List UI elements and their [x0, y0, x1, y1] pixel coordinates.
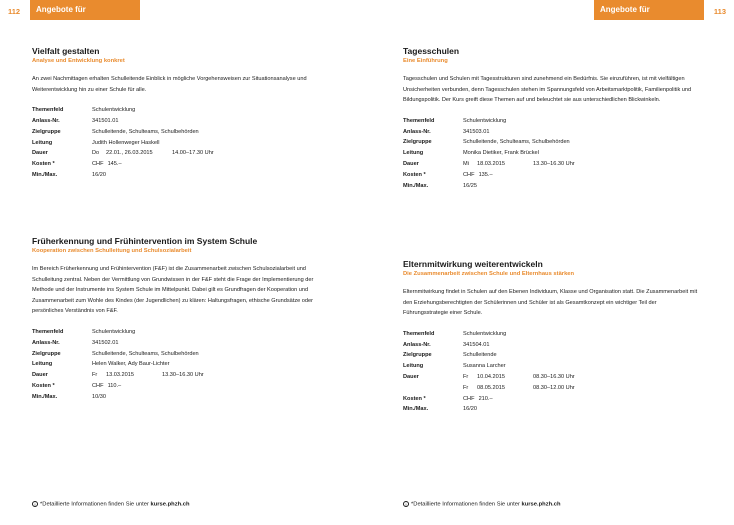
course-section	[403, 46, 703, 191]
row-themenfeld	[32, 327, 332, 338]
label-kosten: Kosten *	[403, 171, 426, 178]
dauer-time: 14.00–17.30 Uhr	[172, 150, 214, 157]
course-description: An zwei Nachmittagen erhalten Schulleitende Einblick in mögliche Vorgehensweisen zur Situationsanalyse und Weiterentwicklung hin zu einer Schule für alle.	[32, 76, 307, 93]
label-dauer: Dauer	[32, 150, 48, 157]
dauer-date: 22.01., 26.03.2015	[106, 150, 153, 157]
value-zielgruppe: Schulleitende, Schulteams, Schulbehörden	[92, 350, 199, 357]
row-zielgruppe	[403, 137, 703, 148]
value-leitung: Judith Hollenweger Haskell	[92, 139, 160, 146]
row-dauer	[32, 148, 332, 159]
label-minmax: Min./Max.	[403, 406, 429, 413]
kosten-amount: 135.–	[478, 171, 493, 178]
course-subtitle: Analyse und Entwicklung konkret	[32, 58, 125, 64]
value-minmax: 16/25	[463, 182, 477, 189]
value-minmax: 16/20	[92, 171, 106, 178]
row-themenfeld	[403, 329, 703, 340]
course-subtitle: Kooperation zwischen Schulleitung und Schulsozialarbeit	[32, 248, 192, 254]
row-minmax	[403, 404, 703, 415]
row-zielgruppe	[32, 127, 332, 138]
value-themenfeld: Schulentwicklung	[463, 330, 507, 337]
course-description: Im Bereich Früherkennung und Frühintervention (F&F) ist die Zusammenarbeit zwischen Schulsozialarbeit und Schulleitung zentral. Neben der Vermittlung von Grundwissen in der F&F steht die Frage der Implementierung der Methode und der Instrumente ins System Schule im Mittelpunkt. Dabei gilt es Grundfragen der Kooperation und Zusammenarbeit zum Wohle des Kindes (der Jugendlichen) zu klären: Haltungsfragen, ethische Grundsätze oder persönliches Verständnis von F&F.	[32, 266, 314, 315]
value-zielgruppe: Schulleitende, Schulteams, Schulbehörden	[463, 139, 570, 146]
value-leitung: Helen Walker, Ady Baur-Lichter	[92, 361, 170, 368]
row-kosten	[32, 381, 332, 392]
kosten-amount: 110.–	[107, 382, 122, 389]
label-leitung: Leitung	[32, 139, 53, 146]
label-empty	[403, 383, 463, 394]
header-tab: Angebote für Schulleitende	[30, 0, 140, 20]
kosten-currency: CHF	[92, 161, 104, 168]
row-zielgruppe	[32, 349, 332, 360]
footer-note	[32, 501, 190, 508]
dauer-date: 08.05.2015	[477, 384, 505, 391]
info-icon: i	[403, 501, 409, 507]
value-dauer	[463, 383, 703, 394]
course-subtitle: Eine Einführung	[403, 58, 448, 64]
value-themenfeld: Schulentwicklung	[92, 328, 136, 335]
kosten-currency: CHF	[463, 395, 475, 402]
row-dauer-2	[403, 383, 703, 394]
dauer-day: Do	[92, 150, 100, 157]
value-kosten	[463, 170, 703, 181]
row-minmax	[32, 392, 332, 403]
label-leitung: Leitung	[32, 361, 53, 368]
course-subtitle: Die Zusammenarbeit zwischen Schule und Elternhaus stärken	[403, 271, 575, 277]
row-anlass	[32, 116, 332, 127]
kosten-amount: 210.–	[478, 395, 493, 402]
value-dauer	[92, 148, 332, 159]
value-anlass: 341501.01	[92, 117, 119, 124]
label-themenfeld: Themenfeld	[32, 328, 64, 335]
label-kosten: Kosten *	[403, 395, 426, 402]
dauer-date: 10.04.2015	[477, 373, 505, 380]
footer-text: *Detaillierte Informationen finden Sie unter	[40, 501, 151, 508]
row-zielgruppe	[403, 350, 703, 361]
label-minmax: Min./Max.	[32, 171, 58, 178]
course-title: Elternmitwirkung weiterentwickeln	[403, 259, 543, 269]
label-kosten: Kosten *	[32, 382, 55, 389]
dauer-time: 08.30–16.30 Uhr	[533, 373, 575, 380]
dauer-day: Mi	[463, 160, 469, 167]
label-dauer: Dauer	[403, 160, 419, 167]
row-kosten	[32, 159, 332, 170]
right-page	[367, 0, 734, 525]
value-dauer	[92, 370, 332, 381]
footer-link[interactable]: kurse.phzh.ch	[150, 501, 190, 508]
course-title: Vielfalt gestalten	[32, 46, 100, 56]
value-leitung: Susanna Larcher	[463, 363, 506, 370]
row-minmax	[403, 181, 703, 192]
kosten-amount: 145.–	[107, 161, 122, 168]
row-dauer	[403, 159, 703, 170]
dauer-time: 08.30–12.00 Uhr	[533, 384, 575, 391]
course-title: Tagesschulen	[403, 46, 460, 56]
label-minmax: Min./Max.	[403, 182, 429, 189]
footer-link[interactable]: kurse.phzh.ch	[521, 501, 561, 508]
course-description: Tagesschulen und Schulen mit Tagesstrukturen sind zunehmend ein Bedürfnis. Sie einzuführen, ist mit vielfältigen Unsicherheiten verbunden, denn Tagesschulen stehen im Spannungsfeld von Arbeitsmarktpolitik, Familienpolitik und Bildungspolitik. Der Kurs greift diese Themen auf und beleuchtet sie aus unterschiedlichen Blickwinkeln.	[403, 76, 692, 104]
header-tab: Angebote für Schulleitende	[594, 0, 704, 20]
label-minmax: Min./Max.	[32, 393, 58, 400]
course-description: Elternmitwirkung findet in Schulen auf den Ebenen Individuum, Klasse und Organisation statt. Die Zusammenarbeit mit den Erziehungsberechtigten der Schülerinnen und Schüler ist als Gesamtkonzept ein wichtiger Teil der Führungsstrategie einer Schule.	[403, 289, 698, 317]
row-themenfeld	[32, 105, 332, 116]
footer-text: *Detaillierte Informationen finden Sie unter	[411, 501, 522, 508]
label-zielgruppe: Zielgruppe	[32, 350, 61, 357]
course-title: Früherkennung und Frühintervention im System Schule	[32, 236, 258, 246]
value-kosten	[92, 159, 332, 170]
value-dauer	[463, 372, 703, 383]
dauer-date: 13.03.2015	[106, 372, 134, 379]
dauer-day: Fr	[463, 373, 469, 380]
info-icon: i	[32, 501, 38, 507]
label-leitung: Leitung	[403, 150, 424, 157]
row-leitung	[32, 138, 332, 149]
value-minmax: 10/30	[92, 393, 106, 400]
label-anlass: Anlass-Nr.	[403, 128, 431, 135]
label-anlass: Anlass-Nr.	[32, 339, 60, 346]
kosten-currency: CHF	[92, 382, 104, 389]
label-zielgruppe: Zielgruppe	[403, 352, 432, 359]
label-dauer: Dauer	[403, 373, 419, 380]
kosten-currency: CHF	[463, 171, 475, 178]
value-kosten	[463, 394, 703, 405]
row-anlass	[32, 338, 332, 349]
footer-note	[403, 501, 561, 508]
label-leitung: Leitung	[403, 363, 424, 370]
value-themenfeld: Schulentwicklung	[463, 117, 507, 124]
row-leitung	[32, 359, 332, 370]
dauer-time: 13.30–16.30 Uhr	[533, 160, 575, 167]
label-themenfeld: Themenfeld	[32, 107, 64, 114]
row-anlass	[403, 340, 703, 351]
course-section	[32, 46, 332, 181]
value-anlass: 341504.01	[463, 341, 490, 348]
value-leitung: Monika Dietiker, Frank Brückel	[463, 150, 539, 157]
value-zielgruppe: Schulleitende, Schulteams, Schulbehörden	[92, 128, 199, 135]
course-section	[32, 236, 332, 403]
label-anlass: Anlass-Nr.	[32, 117, 60, 124]
row-kosten	[403, 170, 703, 181]
course-section	[403, 259, 703, 415]
label-zielgruppe: Zielgruppe	[403, 139, 432, 146]
dauer-day: Fr	[92, 372, 98, 379]
value-minmax: 16/20	[463, 406, 477, 413]
row-dauer	[403, 372, 703, 383]
label-zielgruppe: Zielgruppe	[32, 128, 61, 135]
dauer-time: 13.30–16.30 Uhr	[162, 372, 204, 379]
label-kosten: Kosten *	[32, 161, 55, 168]
row-leitung	[403, 361, 703, 372]
row-themenfeld	[403, 116, 703, 127]
value-zielgruppe: Schulleitende	[463, 352, 497, 359]
row-leitung	[403, 148, 703, 159]
value-anlass: 341502.01	[92, 339, 119, 346]
row-kosten	[403, 394, 703, 405]
label-dauer: Dauer	[32, 372, 48, 379]
row-minmax	[32, 170, 332, 181]
label-themenfeld: Themenfeld	[403, 117, 435, 124]
row-anlass	[403, 127, 703, 138]
value-themenfeld: Schulentwicklung	[92, 107, 136, 114]
page-number: 113	[713, 7, 726, 16]
label-anlass: Anlass-Nr.	[403, 341, 431, 348]
label-themenfeld: Themenfeld	[403, 330, 435, 337]
value-kosten	[92, 381, 332, 392]
row-dauer	[32, 370, 332, 381]
value-dauer	[463, 159, 703, 170]
value-anlass: 341503.01	[463, 128, 490, 135]
dauer-day: Fr	[463, 384, 469, 391]
dauer-date: 18.03.2015	[477, 160, 505, 167]
page-number: 112	[8, 7, 21, 16]
